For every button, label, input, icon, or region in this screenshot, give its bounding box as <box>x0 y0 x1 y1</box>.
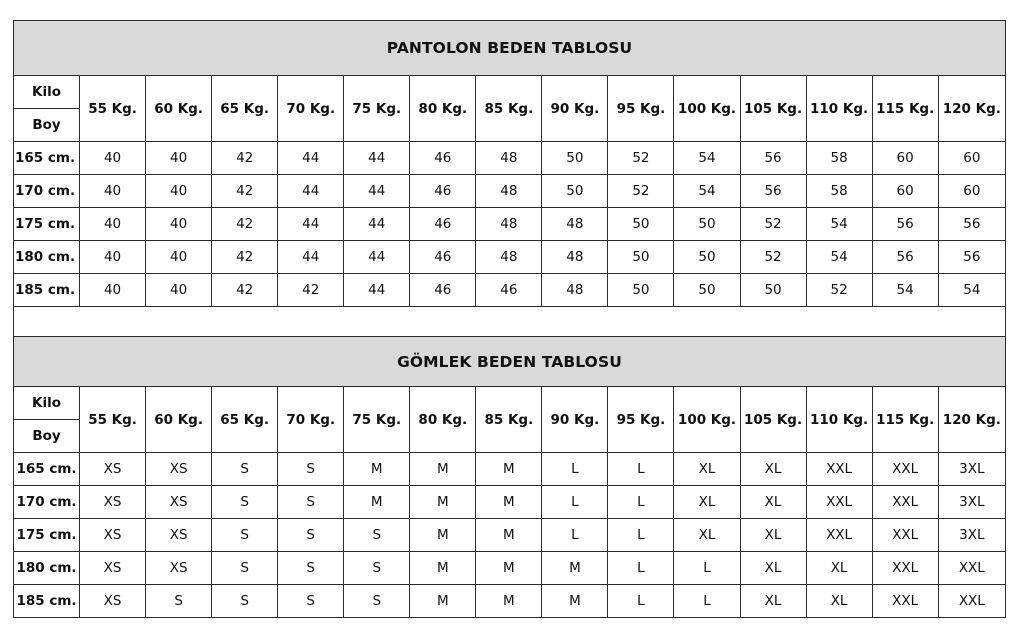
size-value: L <box>674 585 740 618</box>
size-value: M <box>476 486 542 519</box>
size-value: 40 <box>80 274 146 307</box>
size-value: XS <box>80 486 146 519</box>
size-value: 54 <box>674 142 740 175</box>
size-value: XL <box>740 519 806 552</box>
size-value: XL <box>674 486 740 519</box>
size-value: XXL <box>938 552 1005 585</box>
size-value: 42 <box>212 175 278 208</box>
size-value: 56 <box>938 208 1005 241</box>
table-row <box>14 208 1006 241</box>
boy-label: Boy <box>14 109 80 142</box>
size-value: M <box>410 519 476 552</box>
kilo-label: Kilo <box>14 387 80 420</box>
size-value: S <box>212 486 278 519</box>
weight-header: 100 Kg. <box>674 76 740 142</box>
size-value: M <box>344 453 410 486</box>
weight-header: 115 Kg. <box>872 76 938 142</box>
weight-header: 70 Kg. <box>278 76 344 142</box>
size-value: 52 <box>806 274 872 307</box>
size-value: M <box>410 486 476 519</box>
size-value: XL <box>740 585 806 618</box>
size-value: S <box>344 519 410 552</box>
size-value: XXL <box>806 486 872 519</box>
weight-header: 95 Kg. <box>608 387 674 453</box>
size-value: S <box>212 453 278 486</box>
table-row <box>14 519 1006 552</box>
size-value: 40 <box>80 175 146 208</box>
size-value: 40 <box>146 175 212 208</box>
table-row <box>14 585 1006 618</box>
size-value: XS <box>146 486 212 519</box>
size-value: 60 <box>872 142 938 175</box>
size-value: 46 <box>410 274 476 307</box>
size-value: 52 <box>608 175 674 208</box>
size-value: XS <box>146 519 212 552</box>
size-value: XS <box>80 453 146 486</box>
weight-header: 115 Kg. <box>872 387 938 453</box>
gomlek-title-row <box>14 337 1006 387</box>
weight-header: 120 Kg. <box>938 76 1005 142</box>
pantolon-header-row <box>14 76 1006 109</box>
size-value: 52 <box>608 142 674 175</box>
size-value: XXL <box>872 519 938 552</box>
size-value: XL <box>740 486 806 519</box>
table-row <box>14 142 1006 175</box>
height-label: 165 cm. <box>14 142 80 175</box>
size-value: L <box>608 552 674 585</box>
size-chart-body <box>14 21 1006 618</box>
weight-header: 105 Kg. <box>740 387 806 453</box>
weight-header: 105 Kg. <box>740 76 806 142</box>
size-value: S <box>212 519 278 552</box>
size-value: 40 <box>80 142 146 175</box>
weight-header: 80 Kg. <box>410 76 476 142</box>
size-value: 54 <box>938 274 1005 307</box>
weight-header: 60 Kg. <box>146 76 212 142</box>
size-value: 40 <box>80 208 146 241</box>
kilo-label: Kilo <box>14 76 80 109</box>
size-value: XS <box>80 585 146 618</box>
size-value: 54 <box>872 274 938 307</box>
weight-header: 90 Kg. <box>542 387 608 453</box>
size-value: 50 <box>542 175 608 208</box>
weight-header: 55 Kg. <box>80 76 146 142</box>
size-value: 50 <box>608 241 674 274</box>
size-value: 42 <box>212 241 278 274</box>
size-value: 56 <box>872 241 938 274</box>
weight-header: 85 Kg. <box>476 387 542 453</box>
size-value: 44 <box>278 175 344 208</box>
table-row <box>14 241 1006 274</box>
weight-header: 110 Kg. <box>806 76 872 142</box>
size-value: 46 <box>410 175 476 208</box>
size-value: 60 <box>938 142 1005 175</box>
size-value: XXL <box>938 585 1005 618</box>
size-value: L <box>608 585 674 618</box>
gomlek-title: GÖMLEK BEDEN TABLOSU <box>14 337 1006 387</box>
size-value: 40 <box>146 241 212 274</box>
size-value: XL <box>740 552 806 585</box>
size-value: L <box>608 519 674 552</box>
size-value: 44 <box>278 208 344 241</box>
size-value: 52 <box>740 208 806 241</box>
size-value: 56 <box>740 175 806 208</box>
size-chart-table <box>13 20 1006 618</box>
size-value: XXL <box>806 453 872 486</box>
size-value: 42 <box>278 274 344 307</box>
size-value: 48 <box>476 175 542 208</box>
size-value: XXL <box>872 486 938 519</box>
size-value: XS <box>146 453 212 486</box>
size-value: 40 <box>146 142 212 175</box>
size-value: M <box>476 453 542 486</box>
size-value: 3XL <box>938 453 1005 486</box>
size-value: L <box>542 486 608 519</box>
table-row <box>14 274 1006 307</box>
size-value: XS <box>80 552 146 585</box>
size-value: XL <box>674 453 740 486</box>
size-value: M <box>476 519 542 552</box>
size-value: M <box>542 552 608 585</box>
size-value: XS <box>80 519 146 552</box>
weight-header: 65 Kg. <box>212 76 278 142</box>
size-value: M <box>476 552 542 585</box>
size-value: 58 <box>806 142 872 175</box>
height-label: 165 cm. <box>14 453 80 486</box>
height-label: 175 cm. <box>14 208 80 241</box>
size-value: 52 <box>740 241 806 274</box>
size-value: 54 <box>674 175 740 208</box>
size-value: 48 <box>542 241 608 274</box>
weight-header: 110 Kg. <box>806 387 872 453</box>
size-value: 42 <box>212 142 278 175</box>
size-value: 40 <box>146 274 212 307</box>
height-label: 180 cm. <box>14 241 80 274</box>
size-value: 42 <box>212 274 278 307</box>
size-value: 60 <box>938 175 1005 208</box>
size-value: XXL <box>872 585 938 618</box>
size-value: S <box>212 552 278 585</box>
size-value: M <box>410 552 476 585</box>
size-value: 50 <box>542 142 608 175</box>
size-value: 58 <box>806 175 872 208</box>
size-value: 3XL <box>938 486 1005 519</box>
table-row <box>14 453 1006 486</box>
weight-header: 75 Kg. <box>344 76 410 142</box>
size-value: 44 <box>278 142 344 175</box>
weight-header: 90 Kg. <box>542 76 608 142</box>
size-value: L <box>608 486 674 519</box>
height-label: 180 cm. <box>14 552 80 585</box>
boy-label: Boy <box>14 420 80 453</box>
weight-header: 75 Kg. <box>344 387 410 453</box>
size-value: S <box>344 585 410 618</box>
table-row <box>14 486 1006 519</box>
size-value: S <box>278 552 344 585</box>
size-value: S <box>278 486 344 519</box>
size-value: M <box>410 585 476 618</box>
size-value: 54 <box>806 241 872 274</box>
weight-header: 55 Kg. <box>80 387 146 453</box>
size-value: 44 <box>278 241 344 274</box>
size-value: 44 <box>344 274 410 307</box>
size-value: 46 <box>410 142 476 175</box>
size-value: 40 <box>146 208 212 241</box>
size-value: XL <box>806 585 872 618</box>
size-value: 44 <box>344 241 410 274</box>
size-value: 44 <box>344 175 410 208</box>
size-value: 60 <box>872 175 938 208</box>
size-value: 48 <box>476 208 542 241</box>
size-value: XS <box>146 552 212 585</box>
size-value: M <box>410 453 476 486</box>
size-value: XL <box>806 552 872 585</box>
size-value: 50 <box>674 274 740 307</box>
size-value: XXL <box>872 453 938 486</box>
spacer-cell <box>14 307 1006 337</box>
weight-header: 95 Kg. <box>608 76 674 142</box>
size-value: 46 <box>410 208 476 241</box>
height-label: 185 cm. <box>14 274 80 307</box>
size-value: L <box>674 552 740 585</box>
size-chart-sheet <box>13 20 1006 618</box>
size-value: S <box>278 585 344 618</box>
size-value: 54 <box>806 208 872 241</box>
table-row <box>14 175 1006 208</box>
size-value: 48 <box>542 208 608 241</box>
weight-header: 60 Kg. <box>146 387 212 453</box>
size-value: 48 <box>476 241 542 274</box>
height-label: 185 cm. <box>14 585 80 618</box>
size-value: 48 <box>476 142 542 175</box>
size-value: XXL <box>806 519 872 552</box>
size-value: L <box>542 519 608 552</box>
size-value: L <box>608 453 674 486</box>
weight-header: 80 Kg. <box>410 387 476 453</box>
weight-header: 85 Kg. <box>476 76 542 142</box>
size-value: 50 <box>740 274 806 307</box>
weight-header: 120 Kg. <box>938 387 1005 453</box>
size-value: 46 <box>476 274 542 307</box>
height-label: 170 cm. <box>14 175 80 208</box>
size-value: M <box>542 585 608 618</box>
size-value: 40 <box>80 241 146 274</box>
size-value: L <box>542 453 608 486</box>
weight-header: 70 Kg. <box>278 387 344 453</box>
size-value: 50 <box>608 208 674 241</box>
table-row <box>14 552 1006 585</box>
size-value: 56 <box>872 208 938 241</box>
pantolon-title-row <box>14 21 1006 76</box>
size-value: XL <box>740 453 806 486</box>
weight-header: 100 Kg. <box>674 387 740 453</box>
size-value: S <box>146 585 212 618</box>
size-value: S <box>278 519 344 552</box>
size-value: 44 <box>344 208 410 241</box>
size-value: M <box>476 585 542 618</box>
size-value: 46 <box>410 241 476 274</box>
gomlek-header-row <box>14 387 1006 420</box>
weight-header: 65 Kg. <box>212 387 278 453</box>
height-label: 175 cm. <box>14 519 80 552</box>
size-value: 50 <box>608 274 674 307</box>
size-value: 56 <box>938 241 1005 274</box>
size-value: 48 <box>542 274 608 307</box>
size-value: 3XL <box>938 519 1005 552</box>
size-value: XL <box>674 519 740 552</box>
size-value: S <box>278 453 344 486</box>
size-value: M <box>344 486 410 519</box>
size-value: XXL <box>872 552 938 585</box>
size-value: 42 <box>212 208 278 241</box>
pantolon-title: PANTOLON BEDEN TABLOSU <box>14 21 1006 76</box>
size-value: 56 <box>740 142 806 175</box>
size-value: S <box>212 585 278 618</box>
size-value: 44 <box>344 142 410 175</box>
section-spacer <box>14 307 1006 337</box>
height-label: 170 cm. <box>14 486 80 519</box>
size-value: 50 <box>674 241 740 274</box>
size-value: 50 <box>674 208 740 241</box>
size-value: S <box>344 552 410 585</box>
